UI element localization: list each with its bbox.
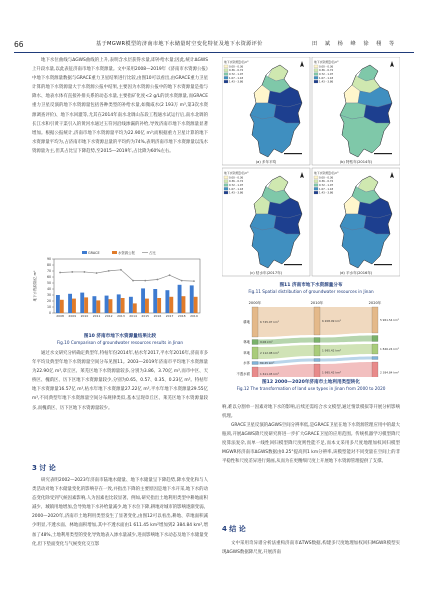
legend-label: 水资源公报 (118, 250, 135, 255)
sankey-node (372, 307, 378, 333)
sankey-value-label: 2 112.98 km² (260, 351, 279, 355)
right-paragraph-1: 响,难以分割单一因素对地下水的影响,后续还需结合水文模型,通过情景模拟等开展分析影响机理。 (222, 405, 400, 420)
figure-11 (222, 57, 400, 279)
bar-bulletin (60, 300, 64, 313)
y-tick-label: 30 (46, 293, 51, 298)
sankey-node (314, 364, 320, 377)
bar-grace (190, 285, 194, 313)
sankey-value-label: 6 208.99 km² (322, 319, 341, 323)
map-legend-swatch (224, 69, 228, 72)
scale-bar (374, 153, 392, 154)
y-tick-label: 90 (46, 257, 51, 262)
x-tick-label: 2011 (92, 314, 101, 318)
map-legend-title: 地下水资源量/亿m³ (224, 60, 249, 64)
sankey-category-label: 耕地 (243, 320, 250, 325)
sankey-node (314, 338, 320, 343)
y-tick-label: 50 (46, 281, 51, 286)
scale-bar (284, 264, 302, 265)
legend-label: GRACE (88, 250, 100, 255)
scale-bar (284, 153, 302, 154)
map-legend-swatch (314, 80, 318, 83)
map-legend-swatch (224, 180, 228, 183)
sankey-flow (320, 336, 372, 343)
sankey-node (314, 345, 320, 356)
x-tick-label: 2010 (80, 314, 89, 318)
running-title: 基于MGWR模型的济南市地下水储量时空变化特征及地下水资源评价 (96, 41, 263, 47)
map-legend-swatch (224, 176, 228, 179)
figure-11-caption-en: Fig.11 Spatial distribution of groundwater resources in Jinan (248, 289, 374, 294)
x-tick-label: 2009 (68, 314, 77, 318)
map-legend-swatch (314, 65, 318, 68)
x-tick-label: 2008 (56, 314, 64, 318)
sankey-value-label: 89.45 km² (260, 361, 275, 365)
bar-grace (105, 296, 109, 313)
y-tick-label: 0 (48, 311, 51, 316)
ratio-line (60, 270, 194, 281)
y-tick-label: 80 (46, 263, 51, 268)
bar-bulletin (133, 303, 137, 313)
map-legend-label: 1.43 - 3.86 (229, 191, 244, 195)
map-legend-label: 1.07 - 1.43 (229, 187, 244, 191)
bar-bulletin (121, 298, 125, 313)
figure-11-maps (222, 57, 400, 279)
sankey-value-label: 1 995.42 km² (322, 370, 341, 375)
map-panel (312, 168, 400, 276)
page-number: 66 (14, 40, 24, 49)
left-paragraph-2: 通过水文研究分析确定典型年,特枯年份2014年,枯水年2017,平水年2016年,济南市多年平均及典型年地下水资源量空间分布见图11。2003—2019年济南市平均地下水资源量为22.90亿 m³,章丘区、莱芜区地下水资源量较多,分别为3.86、3.70亿 m³,而市中区、天桥区、槐荫区、历下区地下水资源量较少,分别为0.65、0.57、0.35、0.23亿 m³。特枯年地下水资源量16.57亿 m³,枯水年地下水资源量27.22亿 m³,平水年地下水资源量29.55亿 m³,不同典型年地下水资源量空间分布规律类似,基本呈现章丘区、莱芜区地下水资源量较多,而槐荫区、历下区地下水资源量较少。 (32, 351, 208, 411)
bar-bulletin (182, 296, 186, 313)
figure-11-caption: 图11 济南市地下水资源量分布 (279, 283, 343, 288)
ratio-point (193, 280, 195, 282)
sankey-year-label: 2020年 (368, 301, 382, 305)
bar-grace (141, 288, 145, 313)
map-legend-label: 1.07 - 1.43 (319, 187, 334, 191)
y-tick-label: 70 (46, 269, 51, 274)
map-legend-swatch (224, 187, 228, 190)
map-legend-swatch (314, 180, 318, 183)
map-legend-label: 0.36 - 0.72 (229, 180, 244, 184)
map-legend-swatch (314, 187, 318, 190)
x-tick-label: 2013 (117, 314, 125, 318)
sankey-category-label: 不透水面 (236, 372, 250, 377)
sankey-node (252, 340, 258, 345)
sankey-value-label: 9.06 km² (260, 340, 273, 344)
bar-grace (117, 294, 121, 313)
figure-12-sankey (222, 299, 402, 377)
map-legend-label: 0.00 - 0.36 (229, 65, 244, 69)
sankey-value-label: 5 961.54 km² (380, 318, 399, 322)
running-authors: 田 斌 杨 峰 徐 栩 等 (312, 41, 398, 47)
figure-10-caption: 图10 济南市地下水资源量结果比较 (83, 334, 157, 339)
ratio-point (169, 274, 171, 276)
map-legend-label: 0.36 - 0.72 (319, 69, 334, 73)
x-tick-label: 2012 (104, 314, 113, 318)
map-legend-swatch (314, 184, 318, 187)
figure-10 (30, 243, 210, 333)
bar-bulletin (109, 299, 113, 313)
sankey-year-label: 2000年 (248, 301, 262, 305)
bar-grace (68, 294, 72, 313)
right-paragraph-3: 文中采用奇异谱分析法重构济南市ΔTWS数据,构建多尺度地理加权回归MGWR模型实现ΔGWS数据降尺度,开展济南 (222, 541, 400, 556)
map-legend-title: 地下水资源量/亿m³ (314, 60, 339, 64)
figure-10-chart (30, 243, 210, 333)
map-legend-label: 0.00 - 0.36 (229, 176, 244, 180)
map-legend-swatch (224, 80, 228, 83)
sankey-value-label: 1 995.42 km² (322, 348, 341, 353)
sankey-flow (320, 357, 372, 362)
map-legend-swatch (224, 73, 228, 76)
bar-grace (129, 297, 133, 313)
sankey-value-label: 1 611.45 km² (260, 372, 279, 376)
sankey-node (372, 336, 378, 342)
sankey-year-label: 2010年 (310, 301, 324, 305)
figure-12-caption: 图12 2000—2020年济南市土地利用类型转化 (262, 380, 360, 385)
bar-bulletin (169, 297, 173, 313)
ratio-point (71, 271, 73, 273)
map-panel-label: (a) 多年平均 (255, 160, 277, 164)
legend-swatch (82, 251, 87, 254)
map-legend-label: 0.36 - 0.72 (229, 69, 244, 73)
map-legend-label: 0.36 - 0.72 (319, 180, 334, 184)
sankey-flow (320, 362, 372, 377)
y-tick-label: 20 (46, 299, 51, 304)
map-legend-label: 0.72 - 1.07 (229, 184, 244, 187)
map-legend-swatch (314, 69, 318, 72)
sankey-category-label: 水体 (243, 361, 250, 366)
bar-grace (80, 293, 84, 313)
section-4-title: 4 结 论 (222, 525, 246, 533)
sankey-node (252, 347, 258, 359)
map-legend-swatch (314, 191, 318, 194)
sankey-value-label: 1 846.24 km² (380, 347, 399, 351)
map-panel-label: (c) 枯水年(2017年) (249, 271, 283, 275)
legend-swatch (112, 251, 117, 254)
left-paragraph-3: 研究表明2002—2023年济南市陆地水储量、地下水储量呈下降趋势,降水变化和与人类活动对地下水储量变化的影响存在一致,并指出下降的主要原因是地下水开采,地下水的动态变化除受到气候因素影响,人为因素也比较显著。例如,研究指出土地利用类型中耕地面积减少、城镇用地增加,会导致地下水补给量减少,地下水位下降,耕地对城市的影响逐渐变弱。2000—2020年,济南市土地利用类型发生了显著变化,由图12可以看出,耕地、草地面积减少明显,不透水面、林地面积增加,其中不透水面由1 611.45 km²增加到2 384.84 km²,增加了48%,土地利用类型的变化导致地表入渗水量减少,进而影响地下水动态及地下水储量变化,但下垫面变化与气候变化交互影 (32, 478, 208, 547)
section-3-title: 3 讨 论 (32, 464, 56, 472)
y-tick-label: 40 (46, 287, 51, 292)
map-legend-swatch (224, 191, 228, 194)
map-legend-label: 0.72 - 1.07 (319, 184, 334, 187)
bar-bulletin (145, 299, 149, 313)
sankey-node (252, 367, 258, 377)
sankey-value-label: 6 745.97 km² (260, 320, 279, 324)
sankey-category-label: 林地 (243, 340, 250, 345)
bar-grace (153, 289, 157, 313)
y-tick-label: 10 (46, 305, 51, 310)
sankey-node (372, 344, 378, 354)
sankey-node (314, 307, 320, 335)
x-tick-label: 2015 (141, 314, 150, 318)
x-tick-label: 2018 (177, 314, 186, 318)
map-legend-title: 地下水资源量/亿m³ (224, 171, 249, 175)
legend-label: 占比 (149, 250, 156, 255)
map-legend-label: 0.72 - 1.07 (229, 73, 244, 76)
map-legend-label: 1.43 - 3.86 (319, 80, 334, 84)
bar-bulletin (194, 297, 198, 313)
map-panel-label: (d) 平水年(2016年) (339, 271, 373, 275)
map-legend-label: 1.07 - 1.43 (319, 76, 334, 80)
figure-10-caption-en: Fig.10 Comparison of groundwater resources results in Jinan (56, 340, 184, 345)
sankey-node (252, 307, 258, 337)
y-axis-label: 地下水资源量/亿 m³ (33, 270, 37, 302)
left-paragraph-1: 地下水位曲线与ΔGWS曲线的上升,表明含水层获得水量,即补给水量;因此,统计ΔGWS上升段水量,以此表征济南市地下水资源量。文中采用2008—2019年《济南市水资源公报》中地下水资源量数据与GRACE重力卫星结果进行比较,由图10可以看出,由GRACE重力卫星计算的地下水资源量大于水资源公报中结果,主要因为水资源公报中的地下水资源量是指与降水、地表水体有直接补排关系的动态水量,主要指矿化度<2 g/L的淡水资源量,而GRACE重力卫星反演的地下水资源量包括各种类型的补给水量,如微咸水(2 193万 m³,第3次水资源调查评价)、地下水回灌等,尤其在2014年南水北调山东段工程通水试运行后,南水北调的长江水和引黄干渠引入的黄河水通过玉符河沿线渗漏的补给,导致济南市地下水资源量显著增加。根据公报统计,济南市地下水资源量平均为22.90亿 m³;而根据重力卫星计算的地下水资源量平均为,占济南市地下水资源总量的平均约为74%,表明济南市地下水资源量以浅水资源量为主,但其占比呈下降趋势,至2015—2019年,占比降为60%左右。 (32, 58, 208, 154)
map-legend-label: 1.07 - 1.43 (229, 76, 244, 80)
map-legend-title: 地下水资源量/亿m³ (314, 171, 339, 175)
map-panel (222, 168, 310, 276)
map-legend-label: 0.72 - 1.07 (319, 73, 334, 76)
ratio-point (132, 280, 134, 282)
sankey-category-label: 草地 (243, 351, 250, 356)
sankey-node (372, 357, 378, 360)
bar-bulletin (96, 300, 100, 313)
x-tick-label: 2016 (153, 314, 162, 318)
ratio-point (157, 279, 159, 281)
bar-grace (56, 295, 60, 313)
ratio-point (144, 280, 146, 282)
bar-bulletin (84, 297, 88, 313)
ratio-point (96, 272, 98, 274)
ratio-point (84, 271, 86, 273)
map-legend-swatch (314, 73, 318, 76)
map-legend-label: 1.43 - 3.86 (229, 80, 244, 84)
map-panel (312, 57, 400, 165)
map-legend-label: 0.00 - 0.36 (319, 176, 334, 180)
map-legend-swatch (224, 65, 228, 68)
sankey-node (314, 359, 320, 362)
map-legend-label: 1.43 - 3.86 (319, 191, 334, 195)
x-tick-label: 2017 (165, 314, 174, 318)
map-panel-label: (b) 特枯年(2014年) (339, 160, 373, 164)
sankey-value-label: 2 384.84 km² (380, 370, 399, 375)
map-legend-swatch (314, 176, 318, 179)
figure-12-caption-en: Fig.12 The transformation of land use types in Jinan from 2000 to 2020 (236, 386, 386, 391)
bar-grace (178, 285, 182, 313)
map-legend-label: 0.00 - 0.36 (319, 65, 334, 69)
bar-grace (92, 296, 96, 313)
x-tick-label: 2019 (190, 314, 198, 318)
ratio-point (108, 270, 110, 272)
y-tick-label: 60 (46, 275, 51, 280)
sankey-node (372, 362, 378, 377)
x-tick-label: 2014 (129, 314, 137, 318)
map-legend-swatch (224, 184, 228, 187)
ratio-point (181, 280, 183, 282)
map-legend-swatch (224, 76, 228, 79)
map-panel (222, 57, 310, 165)
right-paragraph-2: GRACE卫星反演的ΔGWS空间分辨率低,是GRACE卫星在地下水资源管理应用中的最大瓶颈,开展ΔGWS降尺度研究将进一步扩大GRACE卫星的应用范围。传统机器学习模型降尺度算法复杂,而单一线性回归模型降尺度则性能不足,而本文采用多尺度地理加权回归模型MGWR将济南市ΔGWS数据由0.25°提高到1 km分辨率,该模型能对不同变量在空间上的非平稳性和尺度差异进行刻画,从而为在更精细尺度上开展地下水资源管理提供了支撑。 (222, 423, 400, 465)
ratio-point (120, 269, 122, 271)
figure-12 (222, 299, 402, 377)
map-legend-swatch (314, 76, 318, 79)
bar-bulletin (157, 298, 161, 313)
bar-grace (165, 290, 169, 313)
scale-bar (374, 264, 392, 265)
ratio-point (59, 272, 61, 274)
bar-bulletin (72, 299, 76, 313)
sankey-node (252, 362, 258, 365)
